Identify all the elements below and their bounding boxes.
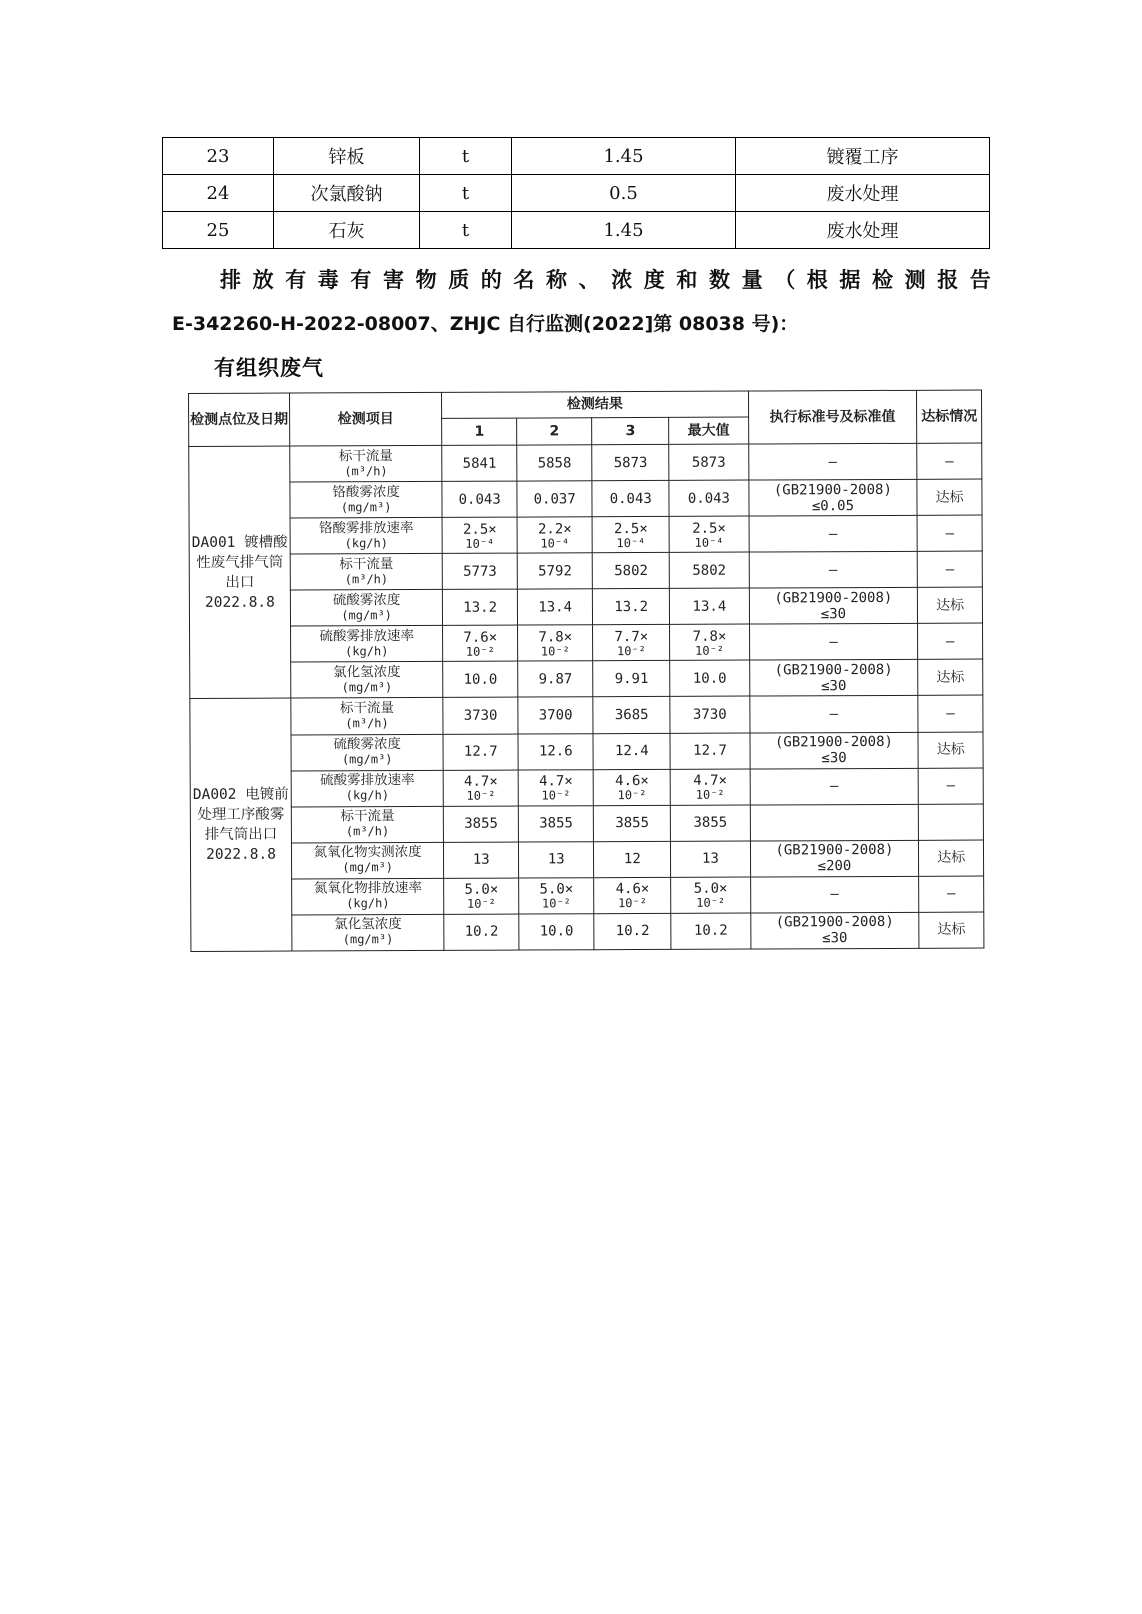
standard-ref: (GB21900-2008)	[775, 842, 894, 859]
result-value: 0.037	[533, 490, 576, 508]
item-cell	[292, 878, 444, 915]
standard-limit: ≤30	[820, 605, 847, 623]
result-cell	[593, 769, 670, 805]
material-name-cell: 次氯酸钠	[274, 175, 420, 212]
item-unit: (mg/m³)	[341, 680, 393, 695]
result-cell	[444, 878, 519, 914]
result-cell	[443, 625, 518, 661]
item-name: 硫酸雾排放速率	[319, 627, 414, 645]
item-unit: (kg/h)	[346, 896, 390, 911]
result-value: 4.7×	[539, 773, 573, 790]
result-value: 5873	[691, 454, 726, 471]
result-value: 5841	[462, 455, 497, 472]
item-name: 硫酸雾浓度	[332, 591, 401, 609]
standard-cell	[750, 732, 919, 769]
standard-ref: —	[830, 886, 839, 903]
result-value: 4.7×	[464, 773, 498, 790]
result-exponent: 10⁻²	[466, 788, 496, 803]
result-cell	[443, 770, 518, 806]
status-cell: 达标	[919, 840, 984, 876]
result-value: 0.043	[458, 491, 501, 508]
gas-table-row	[190, 804, 983, 844]
section-heading: 有组织废气	[214, 356, 324, 380]
result-value: 13.4	[538, 599, 573, 616]
result-exponent: 10⁻²	[466, 896, 496, 912]
result-cell	[594, 877, 671, 913]
result-cell	[671, 877, 750, 913]
header-results: 检测结果	[442, 391, 748, 418]
result-value: 10.0	[692, 670, 727, 687]
material-row	[163, 175, 990, 212]
result-cell	[518, 625, 593, 661]
gas-table-row	[191, 912, 984, 952]
header-result-2: 2	[517, 418, 592, 445]
result-value: 2.5×	[613, 520, 648, 537]
result-cell	[442, 553, 517, 589]
item-unit: (kg/h)	[345, 643, 389, 659]
result-cell	[442, 481, 517, 517]
standard-cell	[749, 696, 918, 733]
gas-table-row	[191, 876, 984, 916]
result-value: 5802	[692, 562, 727, 579]
material-no-cell: 24	[163, 175, 274, 212]
result-cell	[594, 841, 671, 877]
result-exponent: 10⁻²	[540, 644, 570, 659]
header-result-3: 3	[592, 417, 669, 444]
status-cell: 达标	[918, 732, 983, 768]
item-cell	[290, 590, 442, 627]
result-cell	[593, 589, 670, 625]
result-cell	[669, 444, 748, 480]
standard-cell	[749, 515, 918, 552]
result-cell	[519, 877, 594, 913]
result-cell	[671, 841, 750, 877]
item-name: 标干流量	[339, 555, 394, 573]
paragraph-line-2: E-342260-H-2022-08007、ZHJC 自行监测(2022]第 08038 号)：	[172, 313, 799, 335]
item-name: 氯化氢浓度	[334, 916, 402, 933]
standard-ref: (GB21900-2008)	[774, 733, 894, 751]
result-value: 0.043	[609, 490, 652, 507]
result-exponent: 10⁻⁴	[540, 535, 570, 551]
result-exponent: 10⁻²	[618, 896, 647, 911]
material-use-cell: 废水处理	[736, 175, 990, 212]
result-cell	[517, 553, 592, 589]
result-value: 3730	[463, 707, 498, 724]
result-cell	[594, 805, 671, 841]
result-cell	[592, 517, 669, 553]
result-value: 5.0×	[539, 881, 574, 898]
result-cell	[670, 624, 749, 660]
standard-cell	[750, 840, 919, 877]
result-cell	[670, 733, 749, 769]
result-value: 2.5×	[462, 521, 497, 538]
gas-table-row	[190, 732, 983, 772]
result-value: 4.6×	[615, 881, 650, 898]
item-unit: (m³/h)	[345, 824, 390, 839]
material-qty-cell: 0.5	[512, 175, 736, 212]
material-use-cell: 废水处理	[736, 212, 990, 249]
result-value: 9.87	[538, 671, 573, 688]
result-value: 5.0×	[693, 880, 728, 898]
result-cell	[671, 805, 750, 841]
result-value: 3730	[692, 706, 727, 723]
standard-ref: —	[829, 706, 839, 723]
gas-table-row	[189, 515, 982, 555]
material-name-cell: 石灰	[274, 212, 420, 249]
gas-monitoring-table	[188, 390, 984, 952]
header-item: 检测项目	[290, 392, 442, 446]
standard-cell	[750, 804, 919, 841]
status-cell: 达标	[918, 659, 983, 695]
material-row	[163, 138, 990, 175]
item-name: 标干流量	[339, 700, 395, 717]
material-unit-cell: t	[420, 212, 512, 249]
gas-table-row	[189, 587, 982, 627]
result-cell	[592, 444, 669, 480]
standard-cell	[750, 912, 919, 949]
result-value: 13	[547, 851, 565, 868]
header-standard: 执行标准号及标准值	[748, 390, 917, 444]
result-cell	[443, 698, 518, 734]
result-value: 2.2×	[537, 520, 572, 538]
standard-ref: —	[828, 453, 837, 470]
item-name: 硫酸雾浓度	[333, 736, 401, 753]
item-name: 硫酸雾排放速率	[320, 772, 415, 789]
status-cell: 达标	[918, 587, 983, 623]
item-name: 铬酸雾排放速率	[318, 519, 414, 537]
result-exponent: 10⁻²	[695, 787, 725, 802]
header-location: 检测点位及日期	[189, 393, 290, 446]
result-value: 13.4	[692, 598, 727, 615]
result-value: 12.4	[614, 743, 649, 760]
material-qty-cell: 1.45	[512, 138, 736, 175]
gas-table-row	[189, 443, 982, 483]
gas-table-row	[190, 695, 983, 735]
result-cell	[517, 445, 592, 481]
result-value: 7.6×	[463, 629, 498, 646]
item-cell	[292, 914, 444, 951]
result-cell	[670, 660, 749, 696]
item-cell	[291, 626, 443, 663]
result-value: 3855	[539, 815, 573, 832]
result-exponent: 10⁻⁴	[694, 535, 724, 550]
status-cell: 达标	[919, 912, 984, 948]
material-no-cell: 23	[163, 138, 274, 175]
standard-cell	[748, 479, 917, 516]
result-value: 12.7	[693, 742, 727, 759]
standard-cell	[749, 588, 918, 625]
result-cell	[518, 733, 593, 769]
result-value: 13	[702, 850, 719, 867]
result-cell	[443, 734, 518, 770]
item-unit: (mg/m³)	[342, 932, 394, 947]
result-cell	[669, 516, 748, 552]
standard-ref: —	[828, 561, 838, 578]
result-cell	[671, 913, 750, 950]
result-cell	[443, 589, 518, 625]
result-cell	[593, 661, 670, 697]
standard-cell	[750, 876, 919, 913]
material-unit-cell: t	[420, 138, 512, 175]
status-cell: —	[917, 443, 982, 479]
standard-ref: (GB21900-2008)	[775, 914, 894, 931]
item-cell	[290, 554, 442, 591]
standard-cell	[750, 768, 919, 805]
location-cell: DA001 镀槽酸性废气排气筒出口 2022.8.8	[189, 446, 291, 699]
item-name: 标干流量	[340, 808, 395, 825]
standard-ref: —	[829, 778, 839, 795]
item-unit: (mg/m³)	[341, 752, 393, 767]
result-value: 4.7×	[693, 772, 728, 789]
result-cell	[518, 661, 593, 697]
result-cell	[519, 841, 594, 877]
materials-table	[162, 137, 990, 249]
result-cell	[517, 481, 592, 517]
item-name: 铬酸雾浓度	[332, 483, 400, 500]
standard-cell	[749, 660, 918, 697]
standard-cell	[749, 552, 918, 589]
result-exponent: 10⁻²	[695, 643, 725, 658]
result-value: 3855	[693, 814, 728, 831]
header-result-1: 1	[442, 418, 517, 445]
result-cell	[669, 480, 748, 516]
standard-ref: (GB21900-2008)	[774, 661, 893, 679]
item-unit: (kg/h)	[345, 788, 390, 803]
result-exponent: 10⁻²	[541, 788, 571, 803]
item-name: 氯化氢浓度	[333, 663, 401, 681]
standard-limit: ≤200	[817, 858, 852, 875]
result-cell	[670, 588, 749, 624]
result-cell	[593, 733, 670, 769]
gas-table-row	[190, 659, 983, 699]
result-cell	[518, 769, 593, 805]
result-exponent: 10⁻⁴	[616, 535, 646, 550]
result-cell	[442, 517, 517, 553]
material-row	[163, 212, 990, 249]
result-value: 12.6	[538, 743, 573, 760]
result-exponent: 10⁻²	[617, 788, 647, 803]
gas-table-scan	[188, 390, 984, 952]
result-cell	[517, 517, 592, 553]
result-cell	[444, 806, 519, 842]
status-cell: 达标	[917, 479, 982, 515]
status-cell: —	[919, 876, 984, 912]
gas-table-row	[190, 840, 983, 880]
result-cell	[670, 696, 749, 732]
item-cell	[290, 518, 442, 555]
item-cell	[290, 445, 442, 482]
result-value: 5802	[614, 562, 648, 579]
result-value: 10.2	[615, 923, 650, 940]
result-value: 13.2	[614, 598, 649, 615]
standard-ref: —	[828, 525, 838, 542]
result-exponent: 10⁻²	[696, 895, 726, 911]
status-cell	[919, 804, 984, 840]
item-unit: (mg/m³)	[340, 499, 392, 514]
result-cell	[592, 480, 669, 516]
result-value: 3855	[464, 815, 498, 832]
location-cell: DA002 电镀前处理工序酸雾排气筒出口 2022.8.8	[190, 698, 292, 951]
result-value: 7.8×	[692, 628, 727, 645]
result-value: 5773	[463, 563, 497, 580]
item-unit: (mg/m³)	[342, 860, 394, 875]
result-value: 5792	[538, 563, 572, 580]
item-name: 氮氧化物实测浓度	[313, 844, 422, 861]
result-value: 3685	[614, 706, 649, 724]
result-exponent: 10⁻²	[465, 644, 495, 659]
standard-limit: ≤30	[821, 750, 847, 767]
material-qty-cell: 1.45	[512, 212, 736, 249]
item-unit: (mg/m³)	[341, 607, 392, 623]
result-value: 5873	[613, 454, 648, 471]
result-value: 12	[623, 851, 641, 868]
standard-limit: ≤30	[821, 678, 847, 695]
gas-table-row	[189, 479, 982, 519]
item-name: 氮氧化物排放速率	[313, 880, 422, 897]
item-unit: (m³/h)	[345, 716, 389, 731]
result-exponent: 10⁻²	[541, 896, 571, 911]
material-use-cell: 镀覆工序	[736, 138, 990, 175]
item-cell	[291, 806, 443, 843]
item-cell	[291, 770, 443, 807]
result-value: 5.0×	[464, 881, 499, 899]
result-cell	[519, 914, 594, 951]
header-result-max: 最大值	[669, 417, 748, 444]
status-cell: —	[918, 623, 983, 659]
result-cell	[444, 842, 519, 878]
standard-cell	[748, 443, 917, 480]
standard-limit: ≤0.05	[811, 497, 855, 514]
standard-limit: ≤30	[822, 930, 848, 947]
result-cell	[518, 589, 593, 625]
item-cell	[291, 698, 443, 735]
standard-ref: —	[829, 634, 838, 651]
status-cell: —	[918, 768, 983, 804]
paragraph-line-1: 排放有毒有害物质的名称、浓度和数量（根据检测报告	[220, 268, 1003, 292]
gas-table-row	[190, 768, 983, 808]
result-cell	[594, 913, 671, 950]
result-value: 10.0	[463, 671, 498, 688]
result-value: 7.8×	[538, 629, 573, 646]
result-value: 13	[472, 851, 490, 868]
result-cell	[519, 805, 594, 841]
standard-ref: (GB21900-2008)	[774, 589, 893, 607]
result-cell	[518, 697, 593, 733]
item-cell	[292, 842, 444, 879]
result-value: 13.2	[463, 599, 498, 616]
item-unit: (kg/h)	[344, 535, 388, 550]
gas-table-row	[190, 623, 983, 663]
result-value: 2.5×	[692, 520, 726, 537]
material-name-cell: 锌板	[274, 138, 420, 175]
result-exponent: 10⁻²	[616, 643, 646, 658]
result-value: 9.91	[614, 670, 649, 688]
item-cell	[291, 662, 443, 699]
result-value: 0.043	[687, 490, 731, 507]
result-cell	[592, 553, 669, 589]
result-cell	[444, 914, 519, 951]
result-value: 3700	[538, 707, 573, 724]
status-cell: —	[918, 695, 983, 731]
result-exponent: 10⁻⁴	[465, 536, 495, 551]
result-value: 10.0	[539, 923, 574, 940]
item-name: 标干流量	[338, 447, 393, 464]
material-no-cell: 25	[163, 212, 274, 249]
result-value: 10.2	[693, 923, 728, 940]
result-value: 10.2	[464, 924, 499, 941]
item-cell	[291, 734, 443, 771]
result-value: 5858	[537, 454, 572, 472]
standard-ref	[750, 822, 918, 823]
gas-table-row	[189, 551, 982, 591]
result-cell	[670, 552, 749, 588]
result-value: 7.7×	[614, 628, 649, 645]
result-cell	[442, 445, 517, 481]
status-cell: —	[918, 551, 983, 587]
result-cell	[670, 769, 749, 805]
result-value: 4.6×	[615, 773, 649, 790]
item-cell	[290, 481, 442, 518]
status-cell: —	[917, 515, 982, 551]
item-unit: (m³/h)	[344, 571, 389, 587]
header-status: 达标情况	[917, 390, 982, 443]
result-cell	[593, 697, 670, 733]
result-value: 3855	[615, 815, 650, 832]
standard-ref: (GB21900-2008)	[773, 481, 892, 499]
result-cell	[593, 625, 670, 661]
standard-cell	[749, 624, 918, 661]
material-unit-cell: t	[420, 175, 512, 212]
result-cell	[443, 661, 518, 697]
result-value: 12.7	[463, 743, 498, 760]
item-unit: (m³/h)	[344, 463, 388, 478]
